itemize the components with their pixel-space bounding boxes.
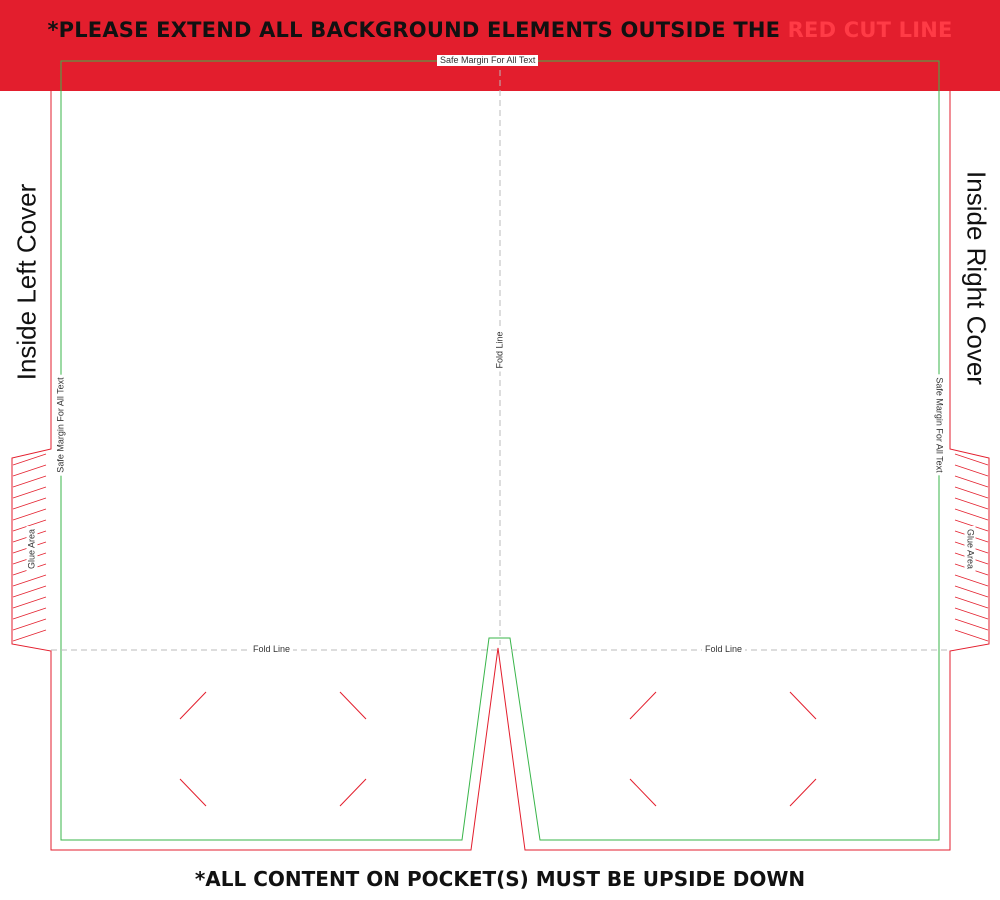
banner-instruction: *PLEASE EXTEND ALL BACKGROUND ELEMENTS OUTSIDE THE RED CUT LINE — [47, 18, 953, 42]
safe-margin-label-top: Safe Margin For All Text — [437, 55, 538, 66]
glue-area-label-left: Glue Area — [27, 526, 38, 572]
fold-line-label-left: Fold Line — [250, 644, 293, 655]
inside-right-cover-label: Inside Right Cover — [961, 171, 992, 385]
inside-left-cover-label: Inside Left Cover — [11, 183, 42, 381]
banner-highlight: RED CUT LINE — [787, 18, 953, 42]
card-slots-right — [630, 692, 816, 806]
fold-line-label-vertical: Fold Line — [495, 328, 506, 371]
pocket-orientation-note: *ALL CONTENT ON POCKET(S) MUST BE UPSIDE DOWN — [194, 867, 806, 891]
card-slots-left — [180, 692, 366, 806]
safe-margin-label-left: Safe Margin For All Text — [56, 374, 67, 475]
glue-area-label-right: Glue Area — [965, 526, 976, 572]
safe-margin-label-right: Safe Margin For All Text — [934, 374, 945, 475]
fold-line-label-right: Fold Line — [702, 644, 745, 655]
